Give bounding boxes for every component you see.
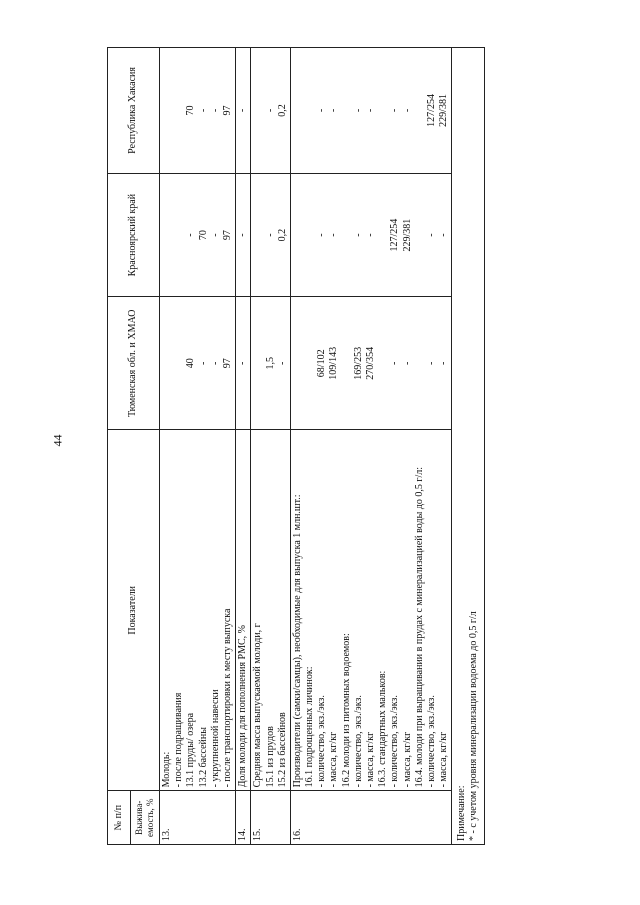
indicator-line: - количество, экз./экз. xyxy=(389,695,401,788)
value-line: 68/102 xyxy=(316,349,328,378)
header-num: № п/п xyxy=(108,791,131,844)
value-line: - xyxy=(264,108,276,113)
indicator-line: - укрупненной навески xyxy=(209,689,221,788)
value-line: - xyxy=(328,233,340,237)
value-line: 40 xyxy=(185,358,197,369)
value-line: 270/354 xyxy=(365,346,377,380)
region-value-cell xyxy=(160,48,236,174)
value-line: - xyxy=(401,361,413,365)
value-line: - xyxy=(425,361,437,365)
value-line: - xyxy=(209,361,221,365)
value-line: - xyxy=(352,108,364,113)
value-line: - xyxy=(185,233,197,237)
region-value-cell xyxy=(160,173,236,297)
value-line: - xyxy=(276,361,288,365)
row-number: 13. xyxy=(160,791,236,845)
value-line xyxy=(173,300,185,426)
value-line: - xyxy=(401,108,413,113)
indicator-line: 16.1 подрощенных личинок: xyxy=(304,666,316,788)
indicator-line: 15.1 из прудов xyxy=(264,726,276,788)
region-value-cell xyxy=(290,173,451,297)
table-row xyxy=(251,48,291,845)
indicator-line: - масса, кг/кг xyxy=(365,731,377,788)
indicator-line: 16.2 молоди из питомных водоемов: xyxy=(340,633,352,788)
row-indicator xyxy=(236,430,251,791)
value-line xyxy=(252,177,264,294)
value-line: - xyxy=(197,361,209,365)
header-survival: Выжива-емость, % xyxy=(134,798,155,837)
value-line: - xyxy=(328,108,340,113)
value-line xyxy=(377,300,389,426)
header-region-3: Республика Хакасия xyxy=(108,48,160,174)
note-cell xyxy=(452,48,485,845)
value-line: - xyxy=(316,233,328,237)
value-line: - xyxy=(237,233,249,237)
region-value-cell xyxy=(251,297,291,430)
table-row xyxy=(160,48,236,845)
value-line xyxy=(414,177,426,294)
value-line xyxy=(341,51,353,170)
value-line xyxy=(252,51,264,170)
value-line xyxy=(161,51,173,170)
indicator-line: - после подращивания xyxy=(173,692,185,788)
value-line: 70 xyxy=(197,230,209,241)
value-line: - xyxy=(237,361,249,365)
region-value-cell xyxy=(236,48,251,174)
indicator-line: 13.1 пруды/ озера xyxy=(185,712,197,788)
row-number: 14. xyxy=(236,791,251,845)
value-line xyxy=(161,300,173,426)
row-indicator xyxy=(160,430,236,791)
value-line: 127/254 xyxy=(389,218,401,252)
value-line: - xyxy=(237,108,249,113)
region-value-cell xyxy=(251,173,291,297)
note-title: Примечание: xyxy=(456,785,468,841)
value-line: 97 xyxy=(221,358,233,369)
value-line: - xyxy=(365,108,377,113)
indicator-line: - количество, экз./экз. xyxy=(316,695,328,788)
indicator-line: 16.4. молоди при выращивании в прудах с минерализацией воды до 0,5 г/л: xyxy=(413,466,425,788)
value-line: 97 xyxy=(221,230,233,241)
indicator-line: - после транспортировки к месту выпуска xyxy=(221,608,233,788)
value-line xyxy=(173,177,185,294)
value-line: - xyxy=(389,361,401,365)
table-row xyxy=(236,48,251,845)
value-line xyxy=(377,177,389,294)
value-line: 109/143 xyxy=(328,346,340,380)
indicator-line: - количество, экз./экз. xyxy=(425,695,437,788)
region-value-cell xyxy=(251,48,291,174)
indicator-line: 13.2 бассейны xyxy=(197,727,209,788)
header-region-2: Красноярский край xyxy=(108,173,160,297)
region-value-cell xyxy=(290,297,451,430)
header-indicator: Показатели xyxy=(108,430,160,791)
indicator-line: - масса, кг/кг xyxy=(401,731,413,788)
region-value-cell xyxy=(236,173,251,297)
value-line xyxy=(414,300,426,426)
row-number: 16. xyxy=(290,791,451,845)
value-line xyxy=(304,51,316,170)
indicator-line: Средняя масса выпускаемой молоди, г xyxy=(252,623,264,788)
indicator-line: Производители (самки/самцы), необходимые для выпуска 1 млн.шт.: xyxy=(291,494,303,788)
value-line: 229/381 xyxy=(438,94,450,127)
row-indicator xyxy=(290,430,451,791)
value-line: - xyxy=(316,108,328,113)
indicator-line: Молодь: xyxy=(161,751,172,788)
value-line xyxy=(252,300,264,426)
value-line: 70 xyxy=(185,105,197,116)
header-region-1: Тюменская обл. и ХМАО xyxy=(108,297,160,430)
value-line: 169/253 xyxy=(352,346,364,380)
indicators-table xyxy=(107,47,485,845)
value-line xyxy=(304,300,316,426)
value-line xyxy=(161,177,173,294)
value-line xyxy=(292,51,304,170)
value-line: 229/381 xyxy=(401,218,413,252)
value-line xyxy=(292,177,304,294)
value-line: 1,5 xyxy=(264,357,276,370)
value-line xyxy=(304,177,316,294)
value-line: - xyxy=(209,108,221,113)
page-number: 44 xyxy=(50,434,65,447)
note-text: * - с учетом уровня минерализации водоема до 0,5 г/л xyxy=(468,611,480,841)
region-value-cell xyxy=(160,297,236,430)
value-line: 0,2 xyxy=(276,104,288,117)
region-value-cell xyxy=(290,48,451,174)
value-line xyxy=(341,177,353,294)
value-line: - xyxy=(425,233,437,237)
value-line: - xyxy=(438,233,450,237)
row-indicator xyxy=(251,430,291,791)
value-line: - xyxy=(197,108,209,113)
value-line xyxy=(173,51,185,170)
value-line: - xyxy=(365,233,377,237)
value-line: 97 xyxy=(221,105,233,116)
row-number: 15. xyxy=(251,791,291,845)
value-line xyxy=(292,300,304,426)
indicator-line: 16.3. стандартных мальков: xyxy=(377,670,389,788)
value-line: 127/254 xyxy=(425,94,437,127)
indicator-line: Доля молоди для пополнения РМС, % xyxy=(237,625,249,788)
header-num-cell xyxy=(108,791,160,845)
value-line: - xyxy=(264,233,276,237)
value-line: - xyxy=(438,361,450,365)
table-row xyxy=(290,48,451,845)
indicator-line: - масса, кг/кг xyxy=(328,731,340,788)
indicator-line: - масса, кг/кг xyxy=(438,731,450,788)
value-line: 0,2 xyxy=(276,228,288,242)
value-line: - xyxy=(389,108,401,113)
indicator-line: - количество, экз./экз. xyxy=(352,695,364,788)
document-table-area xyxy=(107,47,509,845)
value-line xyxy=(377,51,389,170)
value-line xyxy=(414,51,426,170)
value-line xyxy=(341,300,353,426)
region-value-cell xyxy=(236,297,251,430)
indicator-line: 15.2 из бассейнов xyxy=(276,712,288,788)
value-line: - xyxy=(209,233,221,237)
value-line: - xyxy=(352,233,364,237)
